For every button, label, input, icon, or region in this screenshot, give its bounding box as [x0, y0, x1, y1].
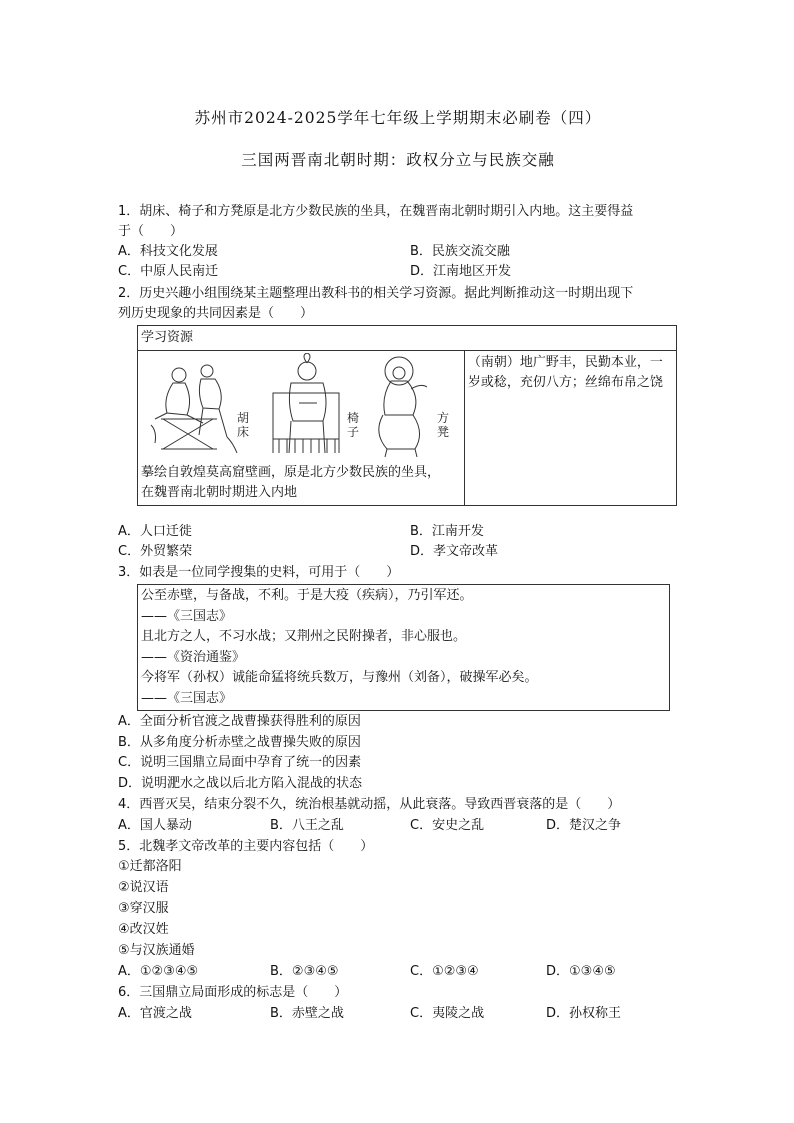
q1-stem-line2: 于（ ）: [118, 224, 184, 239]
q6-option-c: C．夷陵之战: [410, 1006, 485, 1021]
furniture-illustration: [141, 353, 457, 463]
q2-stem-line2: 列历史现象的共同因素是（ ）: [118, 306, 314, 321]
q2-quote-line2: 岁或稔，充仞八方；丝绵布帛之饶: [467, 375, 663, 390]
q4-option-c: C．安史之乱: [410, 818, 485, 833]
mural-sketch-icon: [141, 353, 457, 463]
q2-figure-cell: [138, 351, 465, 506]
q5-stem: 5．北魏孝文帝改革的主要内容包括（ ）: [118, 839, 374, 854]
q3-option-d: D．说明淝水之战以后北方陷入混战的状态: [118, 776, 363, 791]
label-yizi: 椅子: [347, 411, 360, 439]
exam-title: 苏州市2024-2025学年七年级上学期期末必刷卷（四）: [194, 109, 602, 127]
q4-option-b: B．八王之乱: [270, 818, 344, 833]
q2-source-table: [137, 325, 677, 506]
q2-caption-line1: 摹绘自敦煌莫高窟壁画，原是北方少数民族的坐具，: [141, 465, 441, 480]
q5-option-d: D．①③④⑤: [546, 964, 616, 979]
q2-option-c: C．外贸繁荣: [118, 544, 193, 559]
q3-source-line: 且北方之人，不习水战；又荆州之民附操者，非心服也。: [141, 629, 467, 645]
q2-quote-line1: （南朝）地广野丰，民勤本业，一: [467, 355, 663, 370]
q2-option-a: A．人口迁徙: [118, 524, 192, 539]
q5-item: ①迁都洛阳: [118, 859, 182, 874]
q3-option-b: B．从多角度分析赤壁之战曹操失败的原因: [118, 735, 361, 750]
q5-option-a: A．①②③④⑤: [118, 964, 199, 979]
q1-option-c: C．中原人民南迁: [118, 264, 219, 279]
q5-item: ③穿汉服: [118, 901, 169, 916]
label-fangdeng: 方凳: [437, 411, 450, 439]
q3-source-citation: ——《三国志》: [141, 690, 233, 706]
q2-quote-cell: [464, 351, 676, 506]
q5-option-c: C．①②③④: [410, 964, 479, 979]
q5-option-b: B．②③④⑤: [270, 964, 339, 979]
q2-option-d: D．孝文帝改革: [410, 544, 499, 559]
q1-option-a: A．科技文化发展: [118, 244, 218, 259]
q5-item: ④改汉姓: [118, 922, 169, 937]
q6-option-a: A．官渡之战: [118, 1006, 192, 1021]
q4-option-d: D．楚汉之争: [546, 818, 622, 833]
q3-option-a: A．全面分析官渡之战曹操获得胜利的原因: [118, 714, 361, 729]
q3-option-c: C．说明三国鼎立局面中孕育了统一的因素: [118, 755, 362, 770]
q5-item: ②说汉语: [118, 880, 169, 895]
q3-source-citation: ——《三国志》: [141, 608, 233, 624]
q6-stem: 6．三国鼎立局面形成的标志是（ ）: [118, 985, 348, 1000]
q1-option-d: D．江南地区开发: [410, 264, 512, 279]
q3-source-line: 今将军（孙权）诚能命猛将统兵数万，与豫州（刘备），破操军必矣。: [141, 670, 538, 686]
exam-subtitle: 三国两晋南北朝时期：政权分立与民族交融: [241, 151, 555, 169]
q1-stem-line1: 1．胡床、椅子和方凳原是北方少数民族的坐具，在魏晋南北朝时期引入内地。这主要得益: [118, 204, 634, 219]
q3-source-citation: ——《资治通鉴》: [141, 649, 246, 665]
q6-option-d: D．孙权称王: [546, 1006, 622, 1021]
q3-stem: 3．如表是一位同学搜集的史料，可用于（ ）: [118, 565, 400, 580]
q2-option-b: B．江南开发: [410, 524, 484, 539]
q4-option-a: A．国人暴动: [118, 818, 192, 833]
q1-option-b: B．民族交流交融: [410, 244, 510, 259]
q2-table-header: 学习资源: [138, 326, 677, 351]
q4-stem: 4．西晋灭吴，结束分裂不久，统治根基就动摇，从此衰落。导致西晋衰落的是（ ）: [118, 797, 621, 812]
q5-item: ⑤与汉族通婚: [118, 943, 195, 958]
q3-source-line: 公至赤壁，与备战，不利。于是大疫（疾病），乃引军还。: [141, 588, 473, 603]
label-huchuang: 胡床: [237, 411, 250, 439]
q3-source-box: [137, 584, 670, 711]
q2-caption-line2: 在魏晋南北朝时期进入内地: [141, 485, 298, 500]
q6-option-b: B．赤壁之战: [270, 1006, 344, 1021]
q2-stem-line1: 2．历史兴趣小组围绕某主题整理出教科书的相关学习资源。据此判断推动这一时期出现下: [118, 286, 634, 301]
